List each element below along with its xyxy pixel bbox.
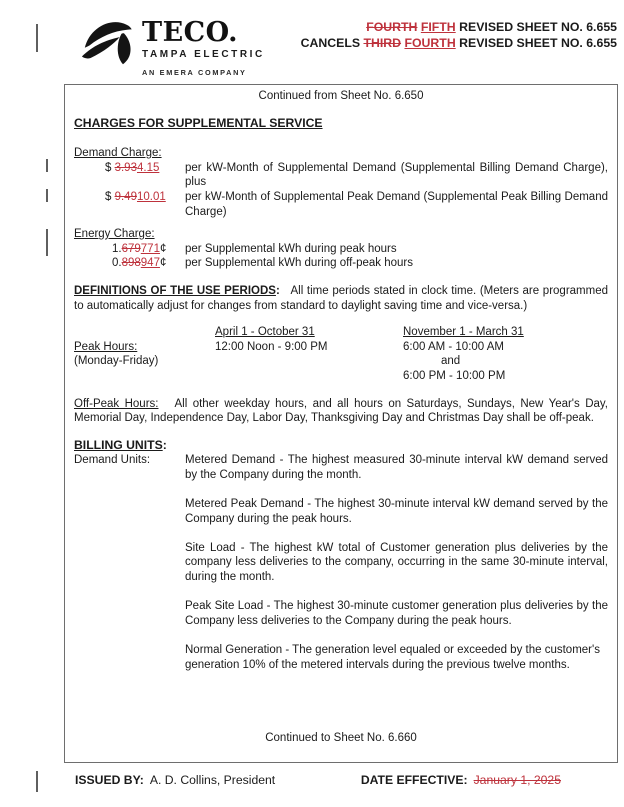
definition-metered-peak-demand: Metered Peak Demand - The highest 30-minute interval kW demand served by the Company during the peak hours. xyxy=(185,498,608,525)
change-bar-header xyxy=(36,24,38,52)
change-bar-demand-rate-1 xyxy=(46,159,48,172)
date-effective-label: DATE EFFECTIVE: xyxy=(360,773,468,787)
issued-by xyxy=(75,773,275,788)
change-bar-demand-rate-2 xyxy=(46,189,48,202)
revision-1-new: FIFTH xyxy=(420,20,456,34)
demand-rate-2-new: 10.01 xyxy=(136,190,166,203)
energy-rate-2: 0.898947¢ xyxy=(112,257,167,270)
off-peak-body: All other weekday hours, and all hours on Saturdays, Sundays, New Year's Day, Memorial Day, Independence Day, Labor Day, Thanksgiving Day and Christmas Day shall be off-peak. xyxy=(74,397,608,425)
peak-season-2-time-2: 6:00 PM - 10:00 PM xyxy=(403,369,506,382)
peak-hours-sublabel: (Monday-Friday) xyxy=(74,355,159,368)
peak-season-2-time-1: 6:00 AM - 10:00 AM xyxy=(403,340,505,353)
demand-charge-row-2 xyxy=(74,190,608,219)
energy-rate-2-new: 947 xyxy=(140,257,160,270)
demand-units-definitions xyxy=(185,453,608,672)
revision-2-new: FOURTH xyxy=(404,35,456,50)
definition-peak-site-load: Peak Site Load - The highest 30-minute customer generation plus deliveries by the Company less deliveries to the Company during the peak hours. xyxy=(185,600,608,627)
energy-rate-2-old: 898 xyxy=(121,257,141,270)
energy-rate-1-old: 679 xyxy=(121,242,141,255)
issued-by-value: A. D. Collins, President xyxy=(149,773,276,787)
definitions-paragraph xyxy=(74,284,608,313)
demand-rate-2-desc: per kW-Month of Supplemental Peak Demand (Supplemental Peak Billing Demand Charge) xyxy=(185,190,608,218)
energy-charge-row-2 xyxy=(74,256,608,271)
demand-rate-2-old: 9.49 xyxy=(114,190,137,203)
off-peak-paragraph xyxy=(74,397,608,426)
definition-metered-demand: Metered Demand - The highest measured 30-minute interval kW demand served by the Company during the month. xyxy=(185,454,608,481)
demand-rate-1: $ 3.934.15 xyxy=(105,161,160,174)
logo-text xyxy=(142,17,265,80)
demand-rate-1-old: 3.93 xyxy=(114,161,137,174)
energy-rate-1: 1.679771¢ xyxy=(112,242,167,255)
sheet-revision-block xyxy=(301,20,617,51)
billing-units-heading: BILLING UNITS: xyxy=(74,437,167,452)
logo-company-name: TAMPA ELECTRIC xyxy=(142,49,265,60)
peak-hours-table xyxy=(74,325,608,383)
sheet-footer xyxy=(64,773,618,788)
definitions-heading: DEFINITIONS OF THE USE PERIODS: xyxy=(74,284,280,297)
billing-units-block xyxy=(74,453,608,672)
peak-season-1-time: 12:00 Noon - 9:00 PM xyxy=(215,340,328,353)
peak-season-2-conjunction: and xyxy=(441,355,461,368)
tariff-body-box xyxy=(64,84,618,763)
change-bar-energy-rates xyxy=(46,229,48,256)
demand-charge-row-1 xyxy=(74,161,608,190)
teco-logo xyxy=(79,13,265,80)
continued-to-note: Continued to Sheet No. 6.660 xyxy=(265,732,417,745)
energy-rate-1-new: 771 xyxy=(140,242,160,255)
revision-line-2 xyxy=(301,36,617,52)
continued-from-note: Continued from Sheet No. 6.650 xyxy=(258,90,424,102)
peak-season-1-header: April 1 - October 31 xyxy=(215,326,315,339)
energy-rate-2-desc: per Supplemental kWh during off-peak hours xyxy=(185,257,414,270)
energy-charge-heading: Energy Charge: xyxy=(74,228,155,241)
revision-1-struck: FOURTH xyxy=(366,20,418,34)
change-bar-footer xyxy=(36,771,38,792)
definition-normal-generation: Normal Generation - The generation level equaled or exceeded by the customer's generation 10% of the metered intervals during the previous twelve months. xyxy=(185,644,600,671)
off-peak-label: Off-Peak Hours: xyxy=(74,397,159,410)
demand-rate-2: $ 9.4910.01 xyxy=(105,190,166,203)
charges-section-title: CHARGES FOR SUPPLEMENTAL SERVICE xyxy=(74,115,323,130)
peak-season-2-header: November 1 - March 31 xyxy=(403,326,524,339)
revision-1-rest: REVISED SHEET NO. 6.655 xyxy=(459,20,617,34)
energy-charge-row-1 xyxy=(74,242,608,257)
logo-name: TECO. xyxy=(142,17,238,48)
demand-rate-1-new: 4.15 xyxy=(136,161,160,174)
revision-line-1 xyxy=(301,20,617,36)
teco-flame-icon xyxy=(79,13,137,71)
date-effective xyxy=(361,773,561,788)
demand-units-label: Demand Units: xyxy=(74,454,151,467)
definitions-body: All time periods stated in clock time. (Meters are programmed to automatically adjust for changes from standard to daylight saving time and vice-versa.) xyxy=(74,284,608,312)
demand-charge-heading: Demand Charge: xyxy=(74,147,162,160)
revision-2-struck: THIRD xyxy=(363,35,402,50)
date-effective-value: January 1, 2025 xyxy=(473,773,561,787)
revision-2-prefix: CANCELS xyxy=(300,35,361,50)
definition-site-load: Site Load - The highest kW total of Customer generation plus deliveries by the company less deliveries to the company, occurring in the same 30-minute interval, during the month. xyxy=(185,541,608,584)
issued-by-label: ISSUED BY: xyxy=(75,773,144,787)
energy-rate-1-desc: per Supplemental kWh during peak hours xyxy=(185,242,397,255)
demand-rate-1-desc: per kW-Month of Supplemental Demand (Supplemental Billing Demand Charge), plus xyxy=(185,161,608,189)
peak-hours-label: Peak Hours: xyxy=(74,340,138,353)
logo-parent-company: AN EMERA COMPANY xyxy=(142,67,247,77)
revision-2-rest: REVISED SHEET NO. 6.655 xyxy=(459,35,617,50)
